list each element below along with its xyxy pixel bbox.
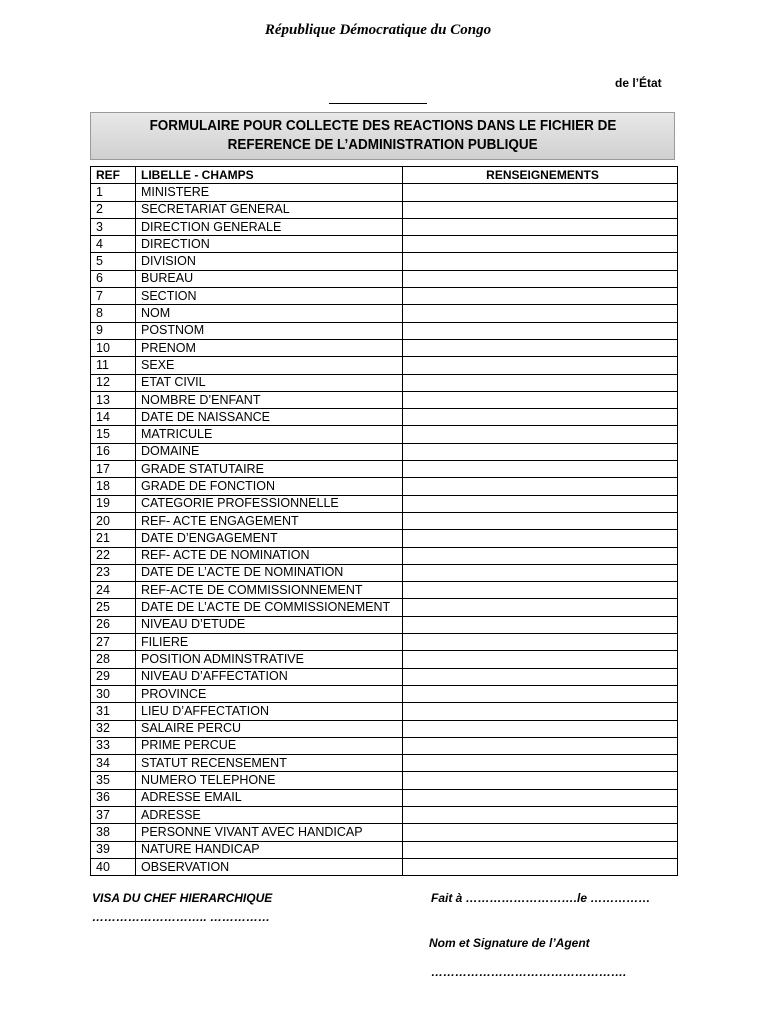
column-header-libelle: LIBELLE - CHAMPS xyxy=(136,167,403,184)
renseignements-input-cell[interactable] xyxy=(403,824,678,841)
label-cell: DIRECTION GENERALE xyxy=(136,218,403,235)
ref-cell: 3 xyxy=(91,218,136,235)
ref-cell: 16 xyxy=(91,443,136,460)
ref-cell: 18 xyxy=(91,478,136,495)
renseignements-input-cell[interactable] xyxy=(403,357,678,374)
label-cell: DIRECTION xyxy=(136,236,403,253)
label-cell: NOM xyxy=(136,305,403,322)
label-cell: MINISTERE xyxy=(136,184,403,201)
table-row xyxy=(91,357,678,374)
table-row xyxy=(91,789,678,806)
ref-cell: 5 xyxy=(91,253,136,270)
label-cell: BUREAU xyxy=(136,270,403,287)
renseignements-input-cell[interactable] xyxy=(403,426,678,443)
ref-cell: 4 xyxy=(91,236,136,253)
label-cell: DOMAINE xyxy=(136,443,403,460)
table-row xyxy=(91,806,678,823)
label-cell: OBSERVATION xyxy=(136,858,403,875)
column-header-ref: REF xyxy=(91,167,136,184)
ref-cell: 37 xyxy=(91,806,136,823)
table-row xyxy=(91,339,678,356)
table-row xyxy=(91,824,678,841)
label-cell: LIEU D’AFFECTATION xyxy=(136,703,403,720)
label-cell: REF- ACTE ENGAGEMENT xyxy=(136,512,403,529)
renseignements-input-cell[interactable] xyxy=(403,305,678,322)
ref-cell: 29 xyxy=(91,668,136,685)
table-row xyxy=(91,703,678,720)
table-header-row xyxy=(91,167,678,184)
label-cell: STATUT RECENSEMENT xyxy=(136,755,403,772)
label-cell: NIVEAU D’AFFECTATION xyxy=(136,668,403,685)
table-row xyxy=(91,305,678,322)
label-cell: PROVINCE xyxy=(136,685,403,702)
label-cell: SECRETARIAT GENERAL xyxy=(136,201,403,218)
ref-cell: 20 xyxy=(91,512,136,529)
ref-cell: 6 xyxy=(91,270,136,287)
renseignements-input-cell[interactable] xyxy=(403,443,678,460)
table-row xyxy=(91,858,678,875)
renseignements-input-cell[interactable] xyxy=(403,806,678,823)
renseignements-input-cell[interactable] xyxy=(403,184,678,201)
table-row xyxy=(91,512,678,529)
table-row xyxy=(91,409,678,426)
ref-cell: 35 xyxy=(91,772,136,789)
visa-label: VISA DU CHEF HIERARCHIQUE xyxy=(92,891,273,905)
table-row xyxy=(91,547,678,564)
table-row xyxy=(91,582,678,599)
table-row xyxy=(91,530,678,547)
renseignements-input-cell[interactable] xyxy=(403,668,678,685)
renseignements-input-cell[interactable] xyxy=(403,599,678,616)
renseignements-input-cell[interactable] xyxy=(403,789,678,806)
renseignements-input-cell[interactable] xyxy=(403,201,678,218)
table-row xyxy=(91,443,678,460)
label-cell: CATEGORIE PROFESSIONNELLE xyxy=(136,495,403,512)
ref-cell: 28 xyxy=(91,651,136,668)
table-row xyxy=(91,236,678,253)
table-row xyxy=(91,755,678,772)
table-row xyxy=(91,599,678,616)
table-row xyxy=(91,685,678,702)
table-row xyxy=(91,218,678,235)
signature-line-divider xyxy=(329,103,427,104)
table-row xyxy=(91,391,678,408)
renseignements-input-cell[interactable] xyxy=(403,288,678,305)
renseignements-input-cell[interactable] xyxy=(403,685,678,702)
ref-cell: 38 xyxy=(91,824,136,841)
ref-cell: 13 xyxy=(91,391,136,408)
renseignements-input-cell[interactable] xyxy=(403,339,678,356)
ref-cell: 39 xyxy=(91,841,136,858)
renseignements-input-cell[interactable] xyxy=(403,374,678,391)
label-cell: POSTNOM xyxy=(136,322,403,339)
table-row xyxy=(91,772,678,789)
label-cell: POSITION ADMINSTRATIVE xyxy=(136,651,403,668)
country-heading: République Démocratique du Congo xyxy=(264,22,492,38)
renseignements-input-cell[interactable] xyxy=(403,582,678,599)
ref-cell: 22 xyxy=(91,547,136,564)
renseignements-input-cell[interactable] xyxy=(403,651,678,668)
ref-cell: 33 xyxy=(91,737,136,754)
ref-cell: 40 xyxy=(91,858,136,875)
ref-cell: 26 xyxy=(91,616,136,633)
ref-cell: 25 xyxy=(91,599,136,616)
table-row xyxy=(91,737,678,754)
renseignements-input-cell[interactable] xyxy=(403,218,678,235)
form-title-line-2: REFERENCE DE L’ADMINISTRATION PUBLIQUE xyxy=(227,137,538,153)
form-title-box xyxy=(90,112,675,160)
renseignements-input-cell[interactable] xyxy=(403,478,678,495)
ref-cell: 31 xyxy=(91,703,136,720)
label-cell: DIVISION xyxy=(136,253,403,270)
ref-cell: 17 xyxy=(91,461,136,478)
renseignements-input-cell[interactable] xyxy=(403,461,678,478)
renseignements-input-cell[interactable] xyxy=(403,755,678,772)
label-cell: SEXE xyxy=(136,357,403,374)
renseignements-input-cell[interactable] xyxy=(403,841,678,858)
renseignements-input-cell[interactable] xyxy=(403,391,678,408)
table-row xyxy=(91,461,678,478)
label-cell: REF- ACTE DE NOMINATION xyxy=(136,547,403,564)
form-table xyxy=(90,166,678,876)
label-cell: ETAT CIVIL xyxy=(136,374,403,391)
label-cell: ADRESSE EMAIL xyxy=(136,789,403,806)
ref-cell: 10 xyxy=(91,339,136,356)
label-cell: DATE DE L’ACTE DE NOMINATION xyxy=(136,564,403,581)
ref-cell: 34 xyxy=(91,755,136,772)
ref-cell: 27 xyxy=(91,634,136,651)
table-row xyxy=(91,426,678,443)
renseignements-input-cell[interactable] xyxy=(403,616,678,633)
renseignements-input-cell[interactable] xyxy=(403,495,678,512)
ref-cell: 36 xyxy=(91,789,136,806)
label-cell: NATURE HANDICAP xyxy=(136,841,403,858)
renseignements-input-cell[interactable] xyxy=(403,858,678,875)
label-cell: SECTION xyxy=(136,288,403,305)
ref-cell: 19 xyxy=(91,495,136,512)
renseignements-input-cell[interactable] xyxy=(403,703,678,720)
label-cell: NUMERO TELEPHONE xyxy=(136,772,403,789)
ref-cell: 12 xyxy=(91,374,136,391)
renseignements-input-cell[interactable] xyxy=(403,409,678,426)
signature-dotted-line: …………………………………………. xyxy=(431,965,627,979)
ref-cell: 9 xyxy=(91,322,136,339)
table-row xyxy=(91,201,678,218)
ref-cell: 32 xyxy=(91,720,136,737)
label-cell: PRIME PERCUE xyxy=(136,737,403,754)
renseignements-input-cell[interactable] xyxy=(403,634,678,651)
ref-cell: 24 xyxy=(91,582,136,599)
renseignements-input-cell[interactable] xyxy=(403,530,678,547)
renseignements-input-cell[interactable] xyxy=(403,236,678,253)
renseignements-input-cell[interactable] xyxy=(403,253,678,270)
table-row xyxy=(91,720,678,737)
ref-cell: 30 xyxy=(91,685,136,702)
label-cell: ADRESSE xyxy=(136,806,403,823)
label-cell: GRADE DE FONCTION xyxy=(136,478,403,495)
renseignements-input-cell[interactable] xyxy=(403,270,678,287)
table-row xyxy=(91,651,678,668)
table-row xyxy=(91,478,678,495)
label-cell: SALAIRE PERCU xyxy=(136,720,403,737)
table-row xyxy=(91,322,678,339)
renseignements-input-cell[interactable] xyxy=(403,512,678,529)
label-cell: NOMBRE D’ENFANT xyxy=(136,391,403,408)
label-cell: PERSONNE VIVANT AVEC HANDICAP xyxy=(136,824,403,841)
table-row xyxy=(91,564,678,581)
table-row xyxy=(91,668,678,685)
ref-cell: 21 xyxy=(91,530,136,547)
table-row xyxy=(91,634,678,651)
label-cell: NIVEAU D’ETUDE xyxy=(136,616,403,633)
renseignements-input-cell[interactable] xyxy=(403,322,678,339)
label-cell: MATRICULE xyxy=(136,426,403,443)
renseignements-input-cell[interactable] xyxy=(403,737,678,754)
ref-cell: 2 xyxy=(91,201,136,218)
table-row xyxy=(91,495,678,512)
form-title-line-1: FORMULAIRE POUR COLLECTE DES REACTIONS DANS LE FICHIER DE xyxy=(149,118,616,134)
renseignements-input-cell[interactable] xyxy=(403,547,678,564)
label-cell: DATE DE L’ACTE DE COMMISSIONEMENT xyxy=(136,599,403,616)
label-cell: GRADE STATUTAIRE xyxy=(136,461,403,478)
ref-cell: 15 xyxy=(91,426,136,443)
label-cell: FILIERE xyxy=(136,634,403,651)
renseignements-input-cell[interactable] xyxy=(403,772,678,789)
ref-cell: 11 xyxy=(91,357,136,374)
table-row xyxy=(91,288,678,305)
ref-cell: 8 xyxy=(91,305,136,322)
table-row xyxy=(91,616,678,633)
signature-label: Nom et Signature de l’Agent xyxy=(429,936,590,950)
ref-cell: 7 xyxy=(91,288,136,305)
table-row xyxy=(91,270,678,287)
table-row xyxy=(91,184,678,201)
ref-cell: 1 xyxy=(91,184,136,201)
table-row xyxy=(91,841,678,858)
label-cell: REF-ACTE DE COMMISSIONNEMENT xyxy=(136,582,403,599)
column-header-renseignements: RENSEIGNEMENTS xyxy=(403,167,678,184)
table-row xyxy=(91,253,678,270)
label-cell: DATE D’ENGAGEMENT xyxy=(136,530,403,547)
visa-dotted-line: ……………………….. …………… xyxy=(92,910,271,924)
label-cell: PRENOM xyxy=(136,339,403,356)
label-cell: DATE DE NAISSANCE xyxy=(136,409,403,426)
table-row xyxy=(91,374,678,391)
ref-cell: 23 xyxy=(91,564,136,581)
de-etat-text: de l’État xyxy=(615,76,662,90)
renseignements-input-cell[interactable] xyxy=(403,720,678,737)
ref-cell: 14 xyxy=(91,409,136,426)
fait-a-line: Fait à ……………………….le …………… xyxy=(431,891,651,905)
renseignements-input-cell[interactable] xyxy=(403,564,678,581)
